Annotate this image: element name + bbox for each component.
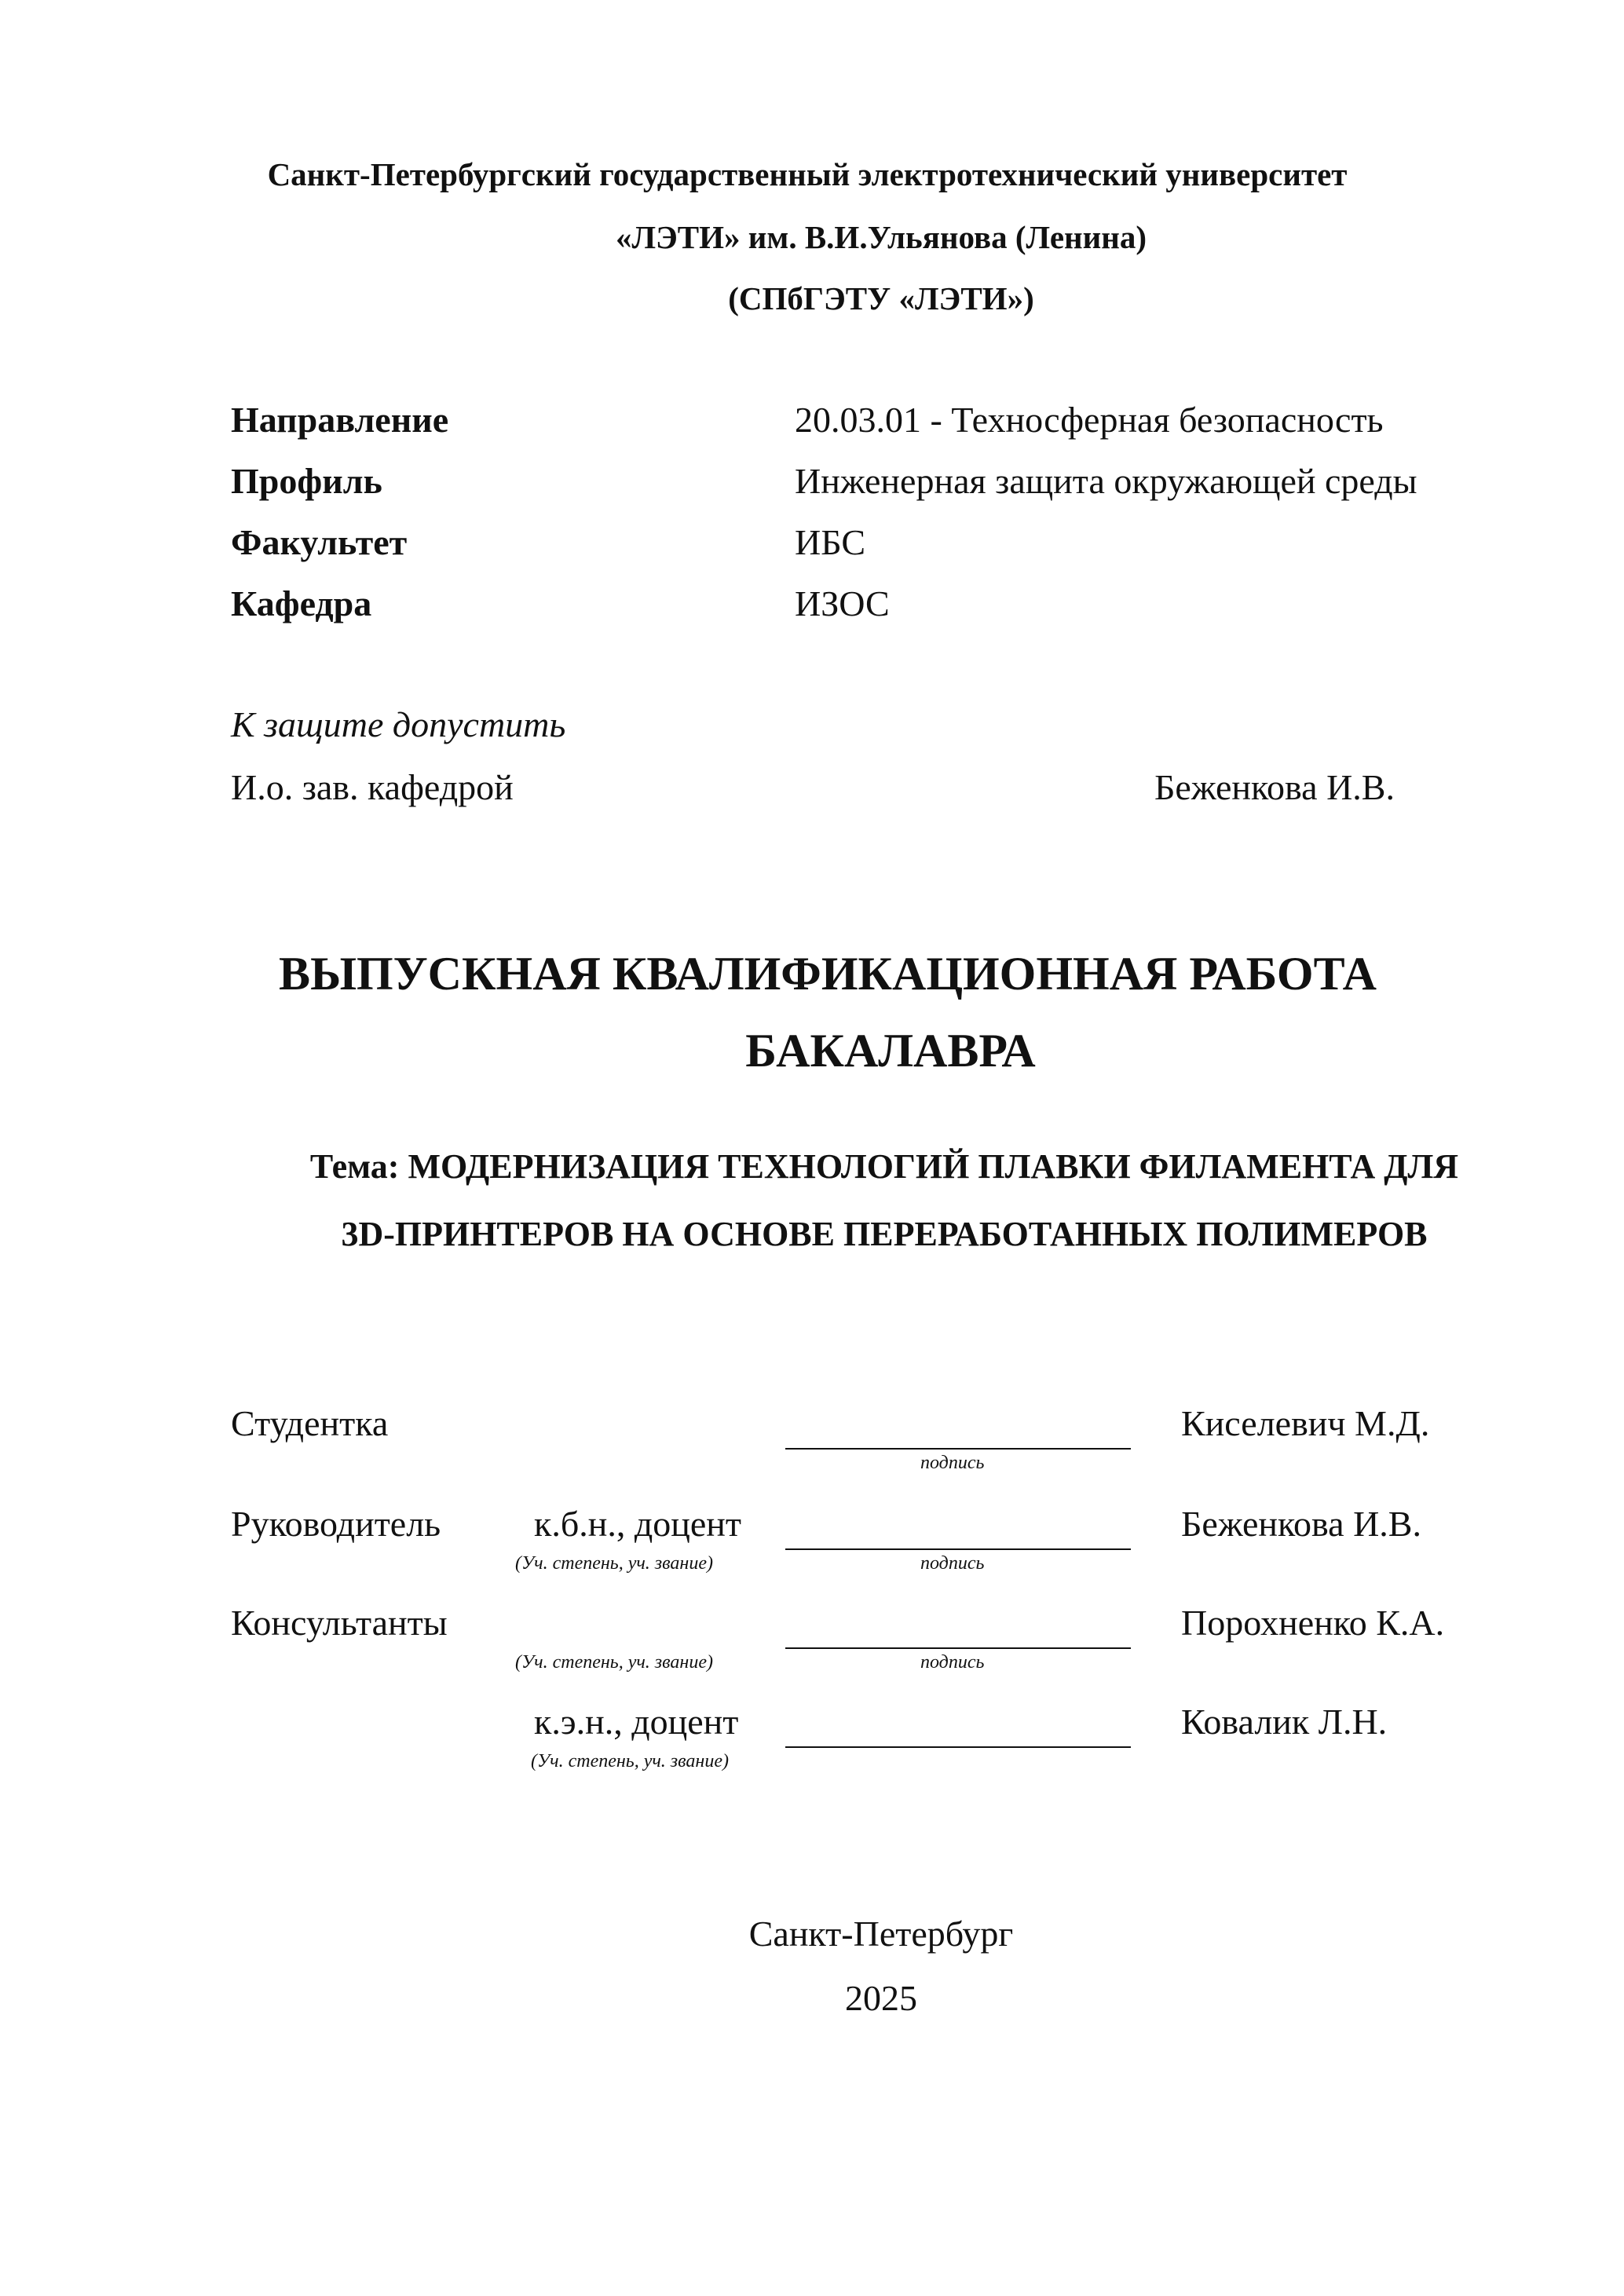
consultant2-degree-caption: (Уч. степень, уч. звание) — [531, 1751, 729, 1771]
consultant2-degree: к.э.н., доцент — [534, 1702, 739, 1742]
supervisor-signature-caption: подпись — [920, 1553, 985, 1574]
work-title-line2: БАКАЛАВРА — [745, 1025, 1036, 1077]
university-name: Санкт-Петербургский государственный электротехнический университет — [267, 156, 1348, 192]
city: Санкт-Петербург — [748, 1914, 1014, 1954]
supervisor-signature-line — [785, 1548, 1131, 1550]
department-value: ИЗОС — [795, 583, 890, 623]
direction-value: 20.03.01 - Техносферная безопасность — [795, 400, 1384, 440]
student-role: Студентка — [231, 1403, 389, 1443]
profile-value: Инженерная защита окружающей среды — [795, 461, 1417, 501]
approval-role: И.о. зав. кафедрой — [231, 767, 514, 807]
consultant2-name: Ковалик Л.Н. — [1181, 1702, 1388, 1742]
consultant1-signature-line — [785, 1647, 1131, 1649]
university-subtitle: «ЛЭТИ» им. В.И.Ульянова (Ленина) — [615, 219, 1147, 255]
profile-label: Профиль — [231, 461, 382, 501]
university-abbreviation: (СПбГЭТУ «ЛЭТИ») — [728, 280, 1034, 316]
faculty-value: ИБС — [795, 522, 866, 562]
supervisor-degree-caption: (Уч. степень, уч. звание) — [515, 1553, 713, 1574]
consultant2-signature-line — [785, 1746, 1131, 1748]
approval-title: К защите допустить — [231, 704, 566, 744]
consultant1-signature-caption: подпись — [920, 1652, 985, 1673]
direction-label: Направление — [231, 400, 449, 440]
supervisor-name: Беженкова И.В. — [1181, 1504, 1421, 1544]
faculty-label: Факультет — [231, 522, 408, 562]
student-name: Киселевич М.Д. — [1181, 1403, 1430, 1443]
department-label: Кафедра — [231, 583, 372, 623]
topic-line2: 3D-ПРИНТЕРОВ НА ОСНОВЕ ПЕРЕРАБОТАННЫХ ПОЛИМЕРОВ — [341, 1215, 1428, 1253]
consultant1-name: Порохненко К.А. — [1181, 1603, 1445, 1643]
consultant1-degree-caption: (Уч. степень, уч. звание) — [515, 1652, 713, 1673]
year: 2025 — [845, 1978, 917, 2018]
supervisor-degree: к.б.н., доцент — [534, 1504, 742, 1544]
topic-line1: Тема: МОДЕРНИЗАЦИЯ ТЕХНОЛОГИЙ ПЛАВКИ ФИЛАМЕНТА ДЛЯ — [309, 1147, 1459, 1186]
student-signature-line — [785, 1448, 1131, 1450]
consultants-role: Консультанты — [231, 1603, 448, 1643]
student-signature-caption: подпись — [920, 1453, 985, 1473]
work-title-line1: ВЫПУСКНАЯ КВАЛИФИКАЦИОННАЯ РАБОТА — [279, 948, 1377, 1000]
approval-name: Беженкова И.В. — [1154, 767, 1395, 807]
supervisor-role: Руководитель — [231, 1504, 441, 1544]
